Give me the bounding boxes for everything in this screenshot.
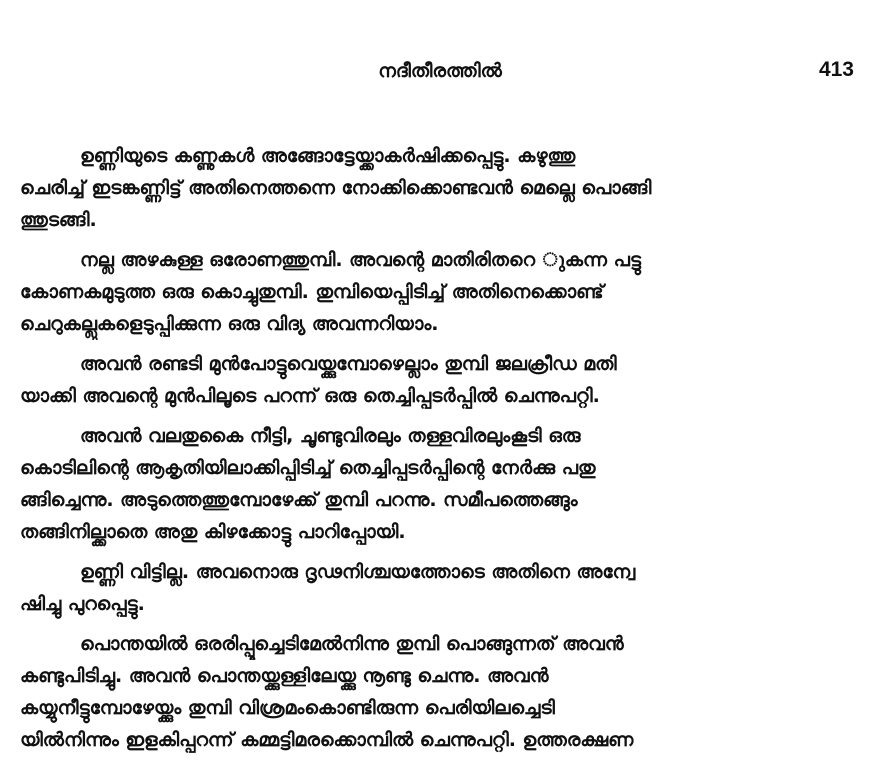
paragraph bbox=[20, 244, 860, 340]
text-line: യിൽനിന്നും ഇളകിപ്പറന്ന് കമ്മട്ടിമരക്കൊമ്പിൽ ചെന്നുപറ്റി. ഉത്തരക്ഷണ bbox=[20, 729, 634, 751]
paragraph bbox=[20, 420, 860, 548]
text-line: കൊടിലിന്റെ ആകൃതിയിലാക്കിപ്പിടിച്ച് തെച്ചിപ്പടർപ്പിന്റെ നേർക്കു പതു bbox=[20, 457, 596, 479]
paragraph bbox=[20, 140, 860, 236]
text-line: ഉണ്ണി വിട്ടില്ല. അവനൊരു ദൃഢനിശ്ചയത്തോടെ അതിനെ അന്വേ bbox=[80, 561, 636, 583]
paragraph bbox=[20, 348, 860, 412]
running-title: നദീതീരത്തിൽ bbox=[378, 60, 502, 82]
text-line: കയ്യുനീട്ടുമ്പോഴേയ്ക്കും തുമ്പി വിശ്രമംകൊണ്ടിരുന്ന പെരിയിലച്ചെടി bbox=[20, 697, 555, 719]
text-line: പൊന്തയിൽ ഒരരിപ്പൂച്ചെടിമേൽനിന്നു തുമ്പി പൊങ്ങുന്നത് അവൻ bbox=[80, 633, 624, 655]
text-line: ങ്ങിച്ചെന്നു. അടുത്തെത്തുമ്പോഴേക്ക് തുമ്പി പറന്നു. സമീപത്തെങ്ങും bbox=[20, 489, 578, 511]
text-line: ചെരിച്ച് ഇടങ്കണ്ണിട്ട് അതിനെത്തന്നെ നോക്കിക്കൊണ്ടവൻ മെല്ലെ പൊങ്ങി bbox=[20, 177, 652, 199]
text-line: ഉണ്ണിയുടെ കണ്ണുകൾ അങ്ങോട്ടേയ്ക്കാകർഷിക്കപ്പെട്ടു. കഴുത്തു bbox=[80, 145, 576, 167]
body-text bbox=[20, 140, 860, 764]
text-line: ചെറുകല്ലുകളെടുപ്പിക്കുന്ന ഒരു വിദ്യ അവന്നറിയാം. bbox=[20, 313, 439, 335]
text-line: തങ്ങിനില്ക്കാതെ അതു കിഴക്കോട്ടു പാറിപ്പോയി. bbox=[20, 521, 406, 543]
paragraph bbox=[20, 628, 860, 756]
text-line: കണ്ടുപിടിച്ചു. അവൻ പൊന്തയ്ക്കുള്ളിലേയ്ക്കു നൂണ്ടു ചെന്നു. അവൻ bbox=[20, 665, 549, 687]
text-line: അവൻ വലതുകൈ നീട്ടി, ചൂണ്ടുവിരലും തള്ളവിരലുംകൂടി ഒരു bbox=[80, 425, 581, 447]
page-number: 413 bbox=[818, 58, 854, 81]
text-line: കോണകമുടുത്ത ഒരു കൊച്ചുതുമ്പി. തുമ്പിയെപ്പിടിച്ച് അതിനെക്കൊണ്ട് bbox=[20, 281, 604, 303]
paragraph bbox=[20, 556, 860, 620]
text-line: ത്തുടങ്ങി. bbox=[20, 209, 97, 231]
text-line: നല്ല അഴകുള്ള ഒരോണത്തുമ്പി. അവന്റെ മാതിരിതറെ ുകന്ന പട്ടു bbox=[80, 249, 641, 271]
text-line: ഷിച്ചു പുറപ്പെട്ടു. bbox=[20, 593, 145, 615]
page-header bbox=[0, 58, 876, 88]
text-line: അവൻ രണ്ടടി മുൻപോട്ടുവെയ്ക്കുമ്പോഴെല്ലാം തുമ്പി ജലക്രീഡ മതി bbox=[80, 353, 617, 375]
text-line: യാക്കി അവന്റെ മുൻപിലൂടെ പറന്ന് ഒരു തെച്ചിപ്പടർപ്പിൽ ചെന്നുപറ്റി. bbox=[20, 385, 600, 407]
